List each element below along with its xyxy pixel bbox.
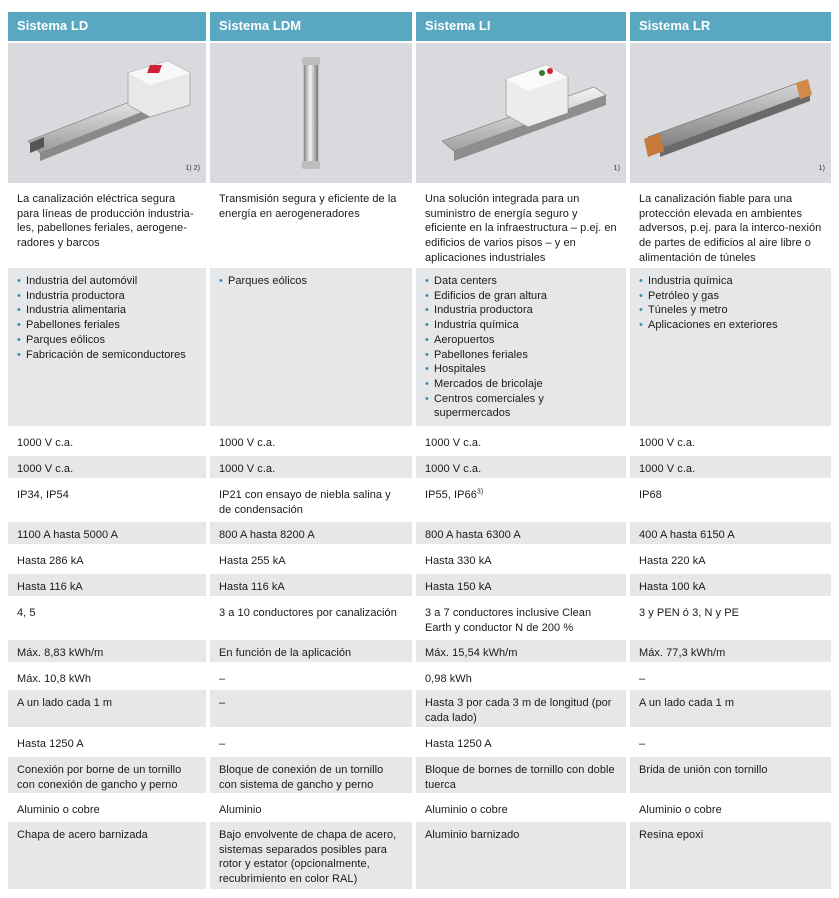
cell-text: –: [639, 738, 646, 750]
cell-text: –: [219, 738, 226, 750]
table-cell: [630, 574, 831, 596]
table-cell: [210, 797, 412, 818]
footnote-marker: 1): [613, 165, 620, 173]
cell-text: Hasta 255 kA: [219, 555, 286, 567]
table-cell: [8, 600, 206, 636]
table-cell: [416, 430, 626, 452]
list-item: • Mercados de bricolaje: [425, 377, 618, 392]
cell-text: 1000 V c.a.: [639, 463, 696, 475]
table-cell: [630, 548, 831, 570]
cell-text: 1000 V c.a.: [219, 463, 276, 475]
cell-text: A un lado cada 1 m: [639, 697, 735, 709]
table-cell: [630, 600, 831, 636]
cell-text: 3 a 7 conductores inclusive Clean Earth y conductor N de 200 %: [425, 607, 592, 634]
list-item: • Aeropuertos: [425, 333, 618, 348]
cell-text: Hasta 116 kA: [17, 581, 83, 593]
cell-text: 1000 V c.a.: [425, 437, 482, 449]
table-cell: [416, 640, 626, 662]
table-cell: [210, 522, 412, 544]
product-image-sistema-ldm: [210, 43, 412, 183]
list-item: • Hospitales: [425, 362, 618, 377]
cell-text: 1000 V c.a.: [425, 463, 482, 475]
cell-text: 1000 V c.a.: [17, 463, 74, 475]
table-cell: [630, 731, 831, 753]
product-image-sistema-li: [416, 43, 626, 183]
cell-text: Resina epoxi: [639, 829, 704, 841]
list-item: • Túneles y metro: [639, 303, 823, 318]
table-cell: [416, 757, 626, 793]
product-image-sistema-ld: [8, 43, 206, 183]
table-cell: [416, 731, 626, 753]
cell-text: 400 A hasta 6150 A: [639, 529, 735, 541]
table-cell: [210, 666, 412, 686]
cell-text: Máx. 77,3 kWh/m: [639, 647, 726, 659]
applications-list: [219, 274, 404, 289]
table-cell: [416, 797, 626, 818]
table-cell: [630, 430, 831, 452]
table-cell: [416, 690, 626, 727]
cell-text: Hasta 1250 A: [425, 738, 492, 750]
table-cell: [416, 522, 626, 544]
table-cell: [8, 430, 206, 452]
table-cell: [630, 640, 831, 662]
cell-text: Aluminio: [219, 804, 262, 816]
table-cell: [630, 666, 831, 686]
cell-text: 1000 V c.a.: [17, 437, 74, 449]
cell-text: 1000 V c.a.: [219, 437, 276, 449]
cell-text: Máx. 15,54 kWh/m: [425, 647, 518, 659]
cell-text: 0,98 kWh: [425, 673, 472, 685]
cell-text: IP21 con ensayo de niebla salina y de condensación: [219, 489, 391, 516]
header-sistema-ld: Sistema LD: [8, 12, 206, 41]
table-cell: [630, 757, 831, 793]
applications-sistema-li: [416, 268, 626, 426]
cell-text: Hasta 116 kA: [219, 581, 285, 593]
table-cell: [8, 666, 206, 686]
cell-text: IP55, IP66: [425, 489, 477, 501]
cell-text: –: [219, 697, 226, 709]
table-cell: [8, 482, 206, 518]
cell-text: 1100 A hasta 5000 A: [17, 529, 119, 541]
list-item: • Edificios de gran altura: [425, 289, 618, 304]
cell-text: Bloque de conexión de un tornillo con sistema de gancho y perno: [219, 764, 384, 791]
list-item: • Aplicaciones en exteriores: [639, 318, 823, 333]
cell-text: IP34, IP54: [17, 489, 69, 501]
cell-text: A un lado cada 1 m: [17, 697, 113, 709]
cell-text: –: [639, 673, 646, 685]
product-image-sistema-lr: [630, 43, 831, 183]
cell-text: Conexión por borne de un tornillo con conexión de gancho y perno: [17, 764, 182, 791]
list-item: • Parques eólicos: [219, 274, 404, 289]
list-item: • Industria química: [425, 318, 618, 333]
header-sistema-li: Sistema LI: [416, 12, 626, 41]
list-item: • Industria productora: [425, 303, 618, 318]
cell-text: 3 a 10 conductores por canalización: [219, 607, 397, 619]
cell-text: Bajo envolvente de chapa de acero, sistemas separados posibles para rotor y estator (opcionalmente, recubrimiento en color RAL): [219, 829, 397, 886]
list-item: • Data centers: [425, 274, 618, 289]
cell-text: Hasta 3 por cada 3 m de longitud (por cada lado): [425, 697, 612, 724]
table-cell: [210, 690, 412, 727]
applications-sistema-lr: [630, 268, 831, 426]
table-cell: [210, 574, 412, 596]
cell-text: Bloque de bornes de tornillo con doble tuerca: [425, 764, 615, 791]
description-sistema-li: Una solución integrada para un suministro de energía seguro y eficiente en la infraestructura – p.ej. en edificios de varios pisos – y en aplicaciones industriales: [425, 193, 617, 264]
cell-text: 800 A hasta 8200 A: [219, 529, 315, 541]
table-cell: [8, 640, 206, 662]
applications-sistema-ldm: [210, 268, 412, 426]
table-cell: [416, 456, 626, 478]
cell-text: –: [219, 673, 226, 685]
cell-text: Aluminio o cobre: [425, 804, 508, 816]
cell-text: Aluminio o cobre: [17, 804, 100, 816]
applications-list: [639, 274, 823, 333]
list-item: • Industria química: [639, 274, 823, 289]
table-cell: [210, 482, 412, 518]
table-cell: [210, 600, 412, 636]
description-sistema-lr: La canalización fiable para una protección elevada en ambientes adversos, p.ej. para la interco-nexión de partes de edificios al aire libre o alimentación de túneles: [639, 193, 822, 264]
table-cell: [630, 822, 831, 889]
table-cell: [210, 548, 412, 570]
footnote-marker: 1): [818, 165, 825, 173]
table-cell: [416, 666, 626, 686]
list-item: • Parques eólicos: [17, 333, 198, 348]
table-cell: [630, 456, 831, 478]
header-sistema-lr: Sistema LR: [630, 12, 831, 41]
table-cell: [8, 797, 206, 818]
cell-text: Hasta 330 kA: [425, 555, 492, 567]
table-cell: [630, 797, 831, 818]
cell-text: 4, 5: [17, 607, 36, 619]
table-cell: [8, 522, 206, 544]
cell-text: IP68: [639, 489, 662, 501]
list-item: • Industria productora: [17, 289, 198, 304]
list-item: • Industria alimentaria: [17, 303, 198, 318]
table-cell: [630, 522, 831, 544]
cell-text: Hasta 286 kA: [17, 555, 84, 567]
table-cell: [210, 430, 412, 452]
cell-text: Hasta 150 kA: [425, 581, 492, 593]
description-sistema-ld: La canalización eléctrica segura para líneas de producción industria-les, pabellones feriales, aerogene-radores y barcos: [17, 193, 194, 250]
list-item: • Pabellones feriales: [425, 348, 618, 363]
table-cell: [210, 757, 412, 793]
table-cell: [210, 822, 412, 889]
table-cell: [8, 757, 206, 793]
table-cell: [210, 640, 412, 662]
table-cell: [8, 822, 206, 889]
table-cell: [416, 822, 626, 889]
table-cell: [630, 482, 831, 518]
table-cell: [8, 456, 206, 478]
cell-text: 1000 V c.a.: [639, 437, 696, 449]
cell-text: Aluminio barnizado: [425, 829, 520, 841]
header-sistema-ldm: Sistema LDM: [210, 12, 412, 41]
table-cell: [8, 731, 206, 753]
cell-text: Hasta 220 kA: [639, 555, 706, 567]
table-cell: [8, 548, 206, 570]
description-sistema-ldm: Transmisión segura y eficiente de la energía en aerogeneradores: [219, 193, 397, 220]
table-cell: [416, 600, 626, 636]
cell-text: Máx. 8,83 kWh/m: [17, 647, 104, 659]
cell-text: Máx. 10,8 kWh: [17, 673, 92, 685]
applications-sistema-ld: [8, 268, 206, 426]
cell-text: Hasta 100 kA: [639, 581, 706, 593]
table-cell: [416, 574, 626, 596]
table-cell: [210, 456, 412, 478]
table-cell: [416, 482, 626, 518]
applications-list: [17, 274, 198, 362]
applications-list: [425, 274, 618, 421]
footnote-marker: 3): [476, 488, 484, 496]
table-cell: [630, 690, 831, 727]
cell-text: Aluminio o cobre: [639, 804, 722, 816]
list-item: • Pabellones feriales: [17, 318, 198, 333]
cell-text: En función de la aplicación: [219, 647, 352, 659]
list-item: • Petróleo y gas: [639, 289, 823, 304]
cell-text: Brida de unión con tornillo: [639, 764, 768, 776]
cell-text: Hasta 1250 A: [17, 738, 84, 750]
list-item: • Industria del automóvil: [17, 274, 198, 289]
cell-text: Chapa de acero barnizada: [17, 829, 148, 841]
table-cell: [8, 690, 206, 727]
table-cell: [416, 548, 626, 570]
list-item: • Centros comerciales y supermercados: [425, 392, 618, 421]
cell-text: 800 A hasta 6300 A: [425, 529, 521, 541]
table-cell: [210, 731, 412, 753]
cell-text: 3 y PEN ó 3, N y PE: [639, 607, 739, 619]
list-item: • Fabricación de semiconductores: [17, 348, 198, 363]
table-cell: [8, 574, 206, 596]
footnote-marker: 1) 2): [185, 165, 200, 173]
